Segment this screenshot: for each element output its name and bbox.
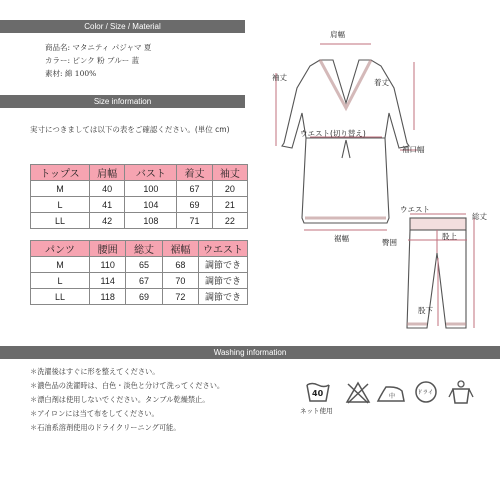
pants-header-cell: 腰囲 bbox=[90, 241, 126, 257]
dress-illustration bbox=[282, 60, 409, 223]
label-length: 着丈 bbox=[374, 78, 389, 87]
no-bleach-icon bbox=[345, 381, 371, 405]
table-row bbox=[31, 289, 248, 305]
washing-note: ＊アイロンには当て布をしてください。 bbox=[30, 409, 159, 418]
label-cuff: 袖口幅 bbox=[402, 145, 425, 154]
hang-dry-icon bbox=[448, 379, 474, 405]
table-cell: 調節でき bbox=[199, 257, 248, 273]
table-cell: 71 bbox=[177, 213, 212, 229]
table-cell: 20 bbox=[212, 181, 247, 197]
table-cell: 114 bbox=[90, 273, 126, 289]
tops-size-table bbox=[30, 164, 248, 229]
table-header-row bbox=[31, 241, 248, 257]
table-cell: 調節でき bbox=[199, 289, 248, 305]
pants-header-cell: 総丈 bbox=[126, 241, 162, 257]
tops-header-cell: 肩幅 bbox=[90, 165, 125, 181]
washing-note: ＊漂白剤は使用しないでください。タンブル乾燥禁止。 bbox=[30, 395, 210, 404]
tops-header-cell: トップス bbox=[31, 165, 90, 181]
table-cell: 69 bbox=[177, 197, 212, 213]
label-shoulder: 肩幅 bbox=[330, 30, 345, 39]
table-row bbox=[31, 257, 248, 273]
washing-header: Washing information bbox=[0, 346, 500, 359]
table-cell: L bbox=[31, 273, 90, 289]
table-row bbox=[31, 213, 248, 229]
table-cell: 110 bbox=[90, 257, 126, 273]
table-cell: 調節でき bbox=[199, 273, 248, 289]
label-inseam: 股下 bbox=[418, 306, 433, 315]
table-cell: 41 bbox=[90, 197, 125, 213]
washing-note: ＊濃色品の洗濯時は、白色・淡色と分けて洗ってください。 bbox=[30, 381, 225, 390]
label-waist: ウエスト(切り替え) bbox=[300, 129, 366, 138]
tops-header-cell: 袖丈 bbox=[212, 165, 247, 181]
table-cell: 40 bbox=[90, 181, 125, 197]
table-cell: L bbox=[31, 197, 90, 213]
table-cell: LL bbox=[31, 213, 90, 229]
label-total: 総丈 bbox=[472, 212, 487, 221]
wash-40-icon bbox=[306, 381, 330, 403]
label-sleeve: 袖丈 bbox=[272, 73, 287, 82]
table-cell: 42 bbox=[90, 213, 125, 229]
table-cell: LL bbox=[31, 289, 90, 305]
label-rise: 股上 bbox=[442, 232, 457, 241]
washing-note: ＊石油系溶剤使用のドライクリーニング可能。 bbox=[30, 423, 181, 432]
pants-header-cell: パンツ bbox=[31, 241, 90, 257]
iron-label: 中 bbox=[389, 393, 396, 400]
table-cell: 65 bbox=[126, 257, 162, 273]
table-row bbox=[31, 181, 248, 197]
table-cell: 69 bbox=[126, 289, 162, 305]
tops-header-cell: バスト bbox=[125, 165, 177, 181]
table-header-row bbox=[31, 165, 248, 181]
table-cell: 67 bbox=[126, 273, 162, 289]
product-color: カラー: ピンク 粉 ブルー 蓝 bbox=[45, 56, 140, 65]
size-note: 実寸につきましては以下の表をご確認ください。(単位 cm) bbox=[30, 125, 230, 134]
product-material: 素材: 綿 100% bbox=[45, 69, 97, 78]
table-cell: 72 bbox=[162, 289, 198, 305]
garment-diagram bbox=[262, 18, 494, 343]
table-row bbox=[31, 273, 248, 289]
table-cell: 100 bbox=[125, 181, 177, 197]
table-cell: 104 bbox=[125, 197, 177, 213]
table-cell: M bbox=[31, 257, 90, 273]
table-cell: 70 bbox=[162, 273, 198, 289]
material-header: Color / Size / Material bbox=[0, 20, 245, 33]
pants-header-cell: 裾幅 bbox=[162, 241, 198, 257]
tops-header-cell: 着丈 bbox=[177, 165, 212, 181]
dry-label: ドライ bbox=[417, 390, 434, 396]
table-cell: M bbox=[31, 181, 90, 197]
washing-note: ＊洗濯後はすぐに形を整えてください。 bbox=[30, 367, 160, 376]
label-hem: 裾幅 bbox=[334, 234, 349, 243]
product-name: 商品名: マタニティ パジャマ 夏 bbox=[45, 43, 152, 52]
table-cell: 21 bbox=[212, 197, 247, 213]
label-hip: 臀囲 bbox=[382, 238, 397, 247]
table-cell: 22 bbox=[212, 213, 247, 229]
table-cell: 108 bbox=[125, 213, 177, 229]
wash-net-label: ネット使用 bbox=[300, 407, 333, 415]
table-cell: 118 bbox=[90, 289, 126, 305]
table-row bbox=[31, 197, 248, 213]
table-cell: 68 bbox=[162, 257, 198, 273]
table-cell: 67 bbox=[177, 181, 212, 197]
size-info-header: Size information bbox=[0, 95, 245, 108]
label-pants-waist: ウエスト bbox=[400, 205, 430, 214]
pants-size-table bbox=[30, 240, 248, 305]
wash-temp: 40 bbox=[312, 389, 324, 398]
pants-header-cell: ウエスト bbox=[199, 241, 248, 257]
